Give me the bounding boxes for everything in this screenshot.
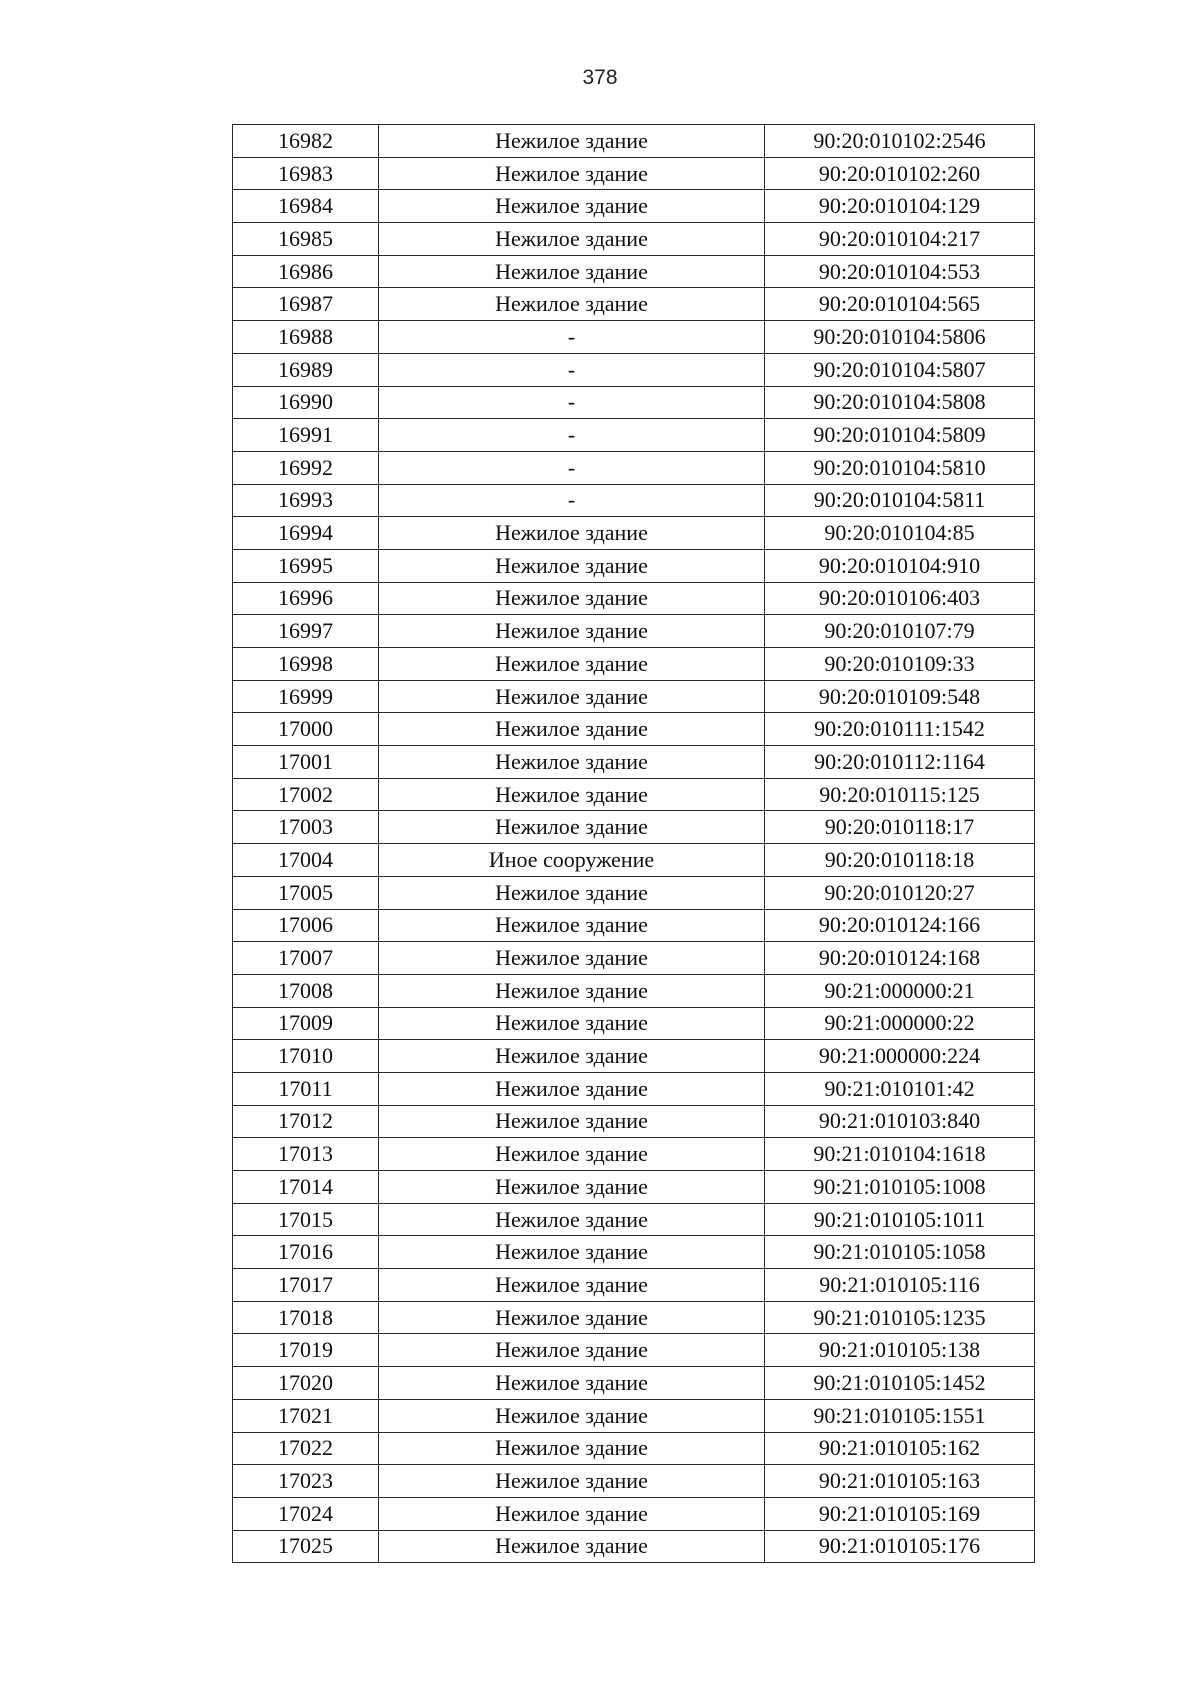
table-row (233, 321, 1035, 354)
object-name-cell: Нежилое здание (379, 1497, 765, 1530)
table-row (233, 1105, 1035, 1138)
row-number-cell: 17005 (233, 876, 379, 909)
cadastral-number-cell: 90:20:010118:17 (765, 811, 1035, 844)
object-name-cell: Нежилое здание (379, 909, 765, 942)
row-number-cell: 17020 (233, 1367, 379, 1400)
table-row (233, 419, 1035, 452)
object-name-cell: - (379, 353, 765, 386)
cadastral-number-cell: 90:20:010104:910 (765, 549, 1035, 582)
object-name-cell: - (379, 321, 765, 354)
object-name-cell: - (379, 451, 765, 484)
cadastral-number-cell: 90:20:010104:85 (765, 517, 1035, 550)
object-name-cell: Нежилое здание (379, 1072, 765, 1105)
cadastral-number-cell: 90:21:010105:1551 (765, 1399, 1035, 1432)
object-name-cell: - (379, 386, 765, 419)
table-row (233, 778, 1035, 811)
object-name-cell: Нежилое здание (379, 190, 765, 223)
row-number-cell: 16999 (233, 680, 379, 713)
cadastral-number-cell: 90:20:010104:5807 (765, 353, 1035, 386)
cadastral-number-cell: 90:20:010104:5806 (765, 321, 1035, 354)
row-number-cell: 17001 (233, 746, 379, 779)
object-name-cell: Нежилое здание (379, 1399, 765, 1432)
row-number-cell: 17011 (233, 1072, 379, 1105)
cadastral-number-cell: 90:21:010101:42 (765, 1072, 1035, 1105)
object-name-cell: Нежилое здание (379, 288, 765, 321)
table-row (233, 942, 1035, 975)
object-name-cell: Нежилое здание (379, 648, 765, 681)
object-name-cell: - (379, 484, 765, 517)
object-name-cell: Нежилое здание (379, 778, 765, 811)
table-row (233, 876, 1035, 909)
row-number-cell: 17018 (233, 1301, 379, 1334)
row-number-cell: 16995 (233, 549, 379, 582)
registry-table-body (233, 125, 1035, 1563)
row-number-cell: 16990 (233, 386, 379, 419)
row-number-cell: 17017 (233, 1269, 379, 1302)
table-row (233, 974, 1035, 1007)
table-row (233, 582, 1035, 615)
row-number-cell: 16987 (233, 288, 379, 321)
cadastral-number-cell: 90:21:010104:1618 (765, 1138, 1035, 1171)
table-row (233, 1465, 1035, 1498)
row-number-cell: 17013 (233, 1138, 379, 1171)
cadastral-number-cell: 90:21:010105:1452 (765, 1367, 1035, 1400)
table-row (233, 288, 1035, 321)
object-name-cell: Нежилое здание (379, 255, 765, 288)
row-number-cell: 16994 (233, 517, 379, 550)
cadastral-number-cell: 90:20:010109:548 (765, 680, 1035, 713)
object-name-cell: Нежилое здание (379, 1530, 765, 1563)
object-name-cell: - (379, 419, 765, 452)
cadastral-number-cell: 90:20:010112:1164 (765, 746, 1035, 779)
row-number-cell: 17006 (233, 909, 379, 942)
row-number-cell: 17023 (233, 1465, 379, 1498)
row-number-cell: 16992 (233, 451, 379, 484)
object-name-cell: Нежилое здание (379, 223, 765, 256)
object-name-cell: Нежилое здание (379, 615, 765, 648)
table-row (233, 484, 1035, 517)
object-name-cell: Нежилое здание (379, 125, 765, 158)
row-number-cell: 16996 (233, 582, 379, 615)
table-row (233, 615, 1035, 648)
cadastral-number-cell: 90:21:010105:169 (765, 1497, 1035, 1530)
object-name-cell: Нежилое здание (379, 1432, 765, 1465)
cadastral-number-cell: 90:21:010105:138 (765, 1334, 1035, 1367)
row-number-cell: 16989 (233, 353, 379, 386)
table-row (233, 386, 1035, 419)
cadastral-number-cell: 90:20:010111:1542 (765, 713, 1035, 746)
table-row (233, 223, 1035, 256)
table-row (233, 517, 1035, 550)
object-name-cell: Нежилое здание (379, 582, 765, 615)
cadastral-number-cell: 90:20:010104:565 (765, 288, 1035, 321)
table-row (233, 909, 1035, 942)
table-row (233, 1301, 1035, 1334)
row-number-cell: 17021 (233, 1399, 379, 1432)
cadastral-number-cell: 90:20:010124:166 (765, 909, 1035, 942)
object-name-cell: Нежилое здание (379, 811, 765, 844)
table-row (233, 190, 1035, 223)
table-row (233, 353, 1035, 386)
cadastral-number-cell: 90:20:010124:168 (765, 942, 1035, 975)
row-number-cell: 17002 (233, 778, 379, 811)
cadastral-number-cell: 90:20:010102:260 (765, 157, 1035, 190)
row-number-cell: 17015 (233, 1203, 379, 1236)
object-name-cell: Иное сооружение (379, 844, 765, 877)
cadastral-number-cell: 90:20:010115:125 (765, 778, 1035, 811)
object-name-cell: Нежилое здание (379, 1367, 765, 1400)
cadastral-number-cell: 90:21:010103:840 (765, 1105, 1035, 1138)
row-number-cell: 16986 (233, 255, 379, 288)
row-number-cell: 17004 (233, 844, 379, 877)
row-number-cell: 17000 (233, 713, 379, 746)
object-name-cell: Нежилое здание (379, 876, 765, 909)
object-name-cell: Нежилое здание (379, 549, 765, 582)
cadastral-number-cell: 90:20:010104:553 (765, 255, 1035, 288)
object-name-cell: Нежилое здание (379, 1465, 765, 1498)
cadastral-number-cell: 90:20:010104:5808 (765, 386, 1035, 419)
cadastral-number-cell: 90:21:010105:176 (765, 1530, 1035, 1563)
table-row (233, 1432, 1035, 1465)
row-number-cell: 16998 (233, 648, 379, 681)
object-name-cell: Нежилое здание (379, 1203, 765, 1236)
table-row (233, 255, 1035, 288)
cadastral-number-cell: 90:21:010105:1011 (765, 1203, 1035, 1236)
page-number: 378 (582, 66, 618, 89)
row-number-cell: 17019 (233, 1334, 379, 1367)
row-number-cell: 17003 (233, 811, 379, 844)
cadastral-number-cell: 90:21:010105:163 (765, 1465, 1035, 1498)
table-row (233, 811, 1035, 844)
table-row (233, 680, 1035, 713)
cadastral-number-cell: 90:21:000000:22 (765, 1007, 1035, 1040)
row-number-cell: 17012 (233, 1105, 379, 1138)
table-row (233, 1138, 1035, 1171)
object-name-cell: Нежилое здание (379, 1171, 765, 1204)
cadastral-number-cell: 90:21:010105:162 (765, 1432, 1035, 1465)
object-name-cell: Нежилое здание (379, 746, 765, 779)
row-number-cell: 17025 (233, 1530, 379, 1563)
cadastral-number-cell: 90:21:010105:1235 (765, 1301, 1035, 1334)
object-name-cell: Нежилое здание (379, 517, 765, 550)
cadastral-number-cell: 90:21:010105:1058 (765, 1236, 1035, 1269)
table-row (233, 746, 1035, 779)
row-number-cell: 17008 (233, 974, 379, 1007)
table-row (233, 1269, 1035, 1302)
table-row (233, 157, 1035, 190)
row-number-cell: 17007 (233, 942, 379, 975)
table-row (233, 1399, 1035, 1432)
cadastral-number-cell: 90:20:010106:403 (765, 582, 1035, 615)
cadastral-number-cell: 90:20:010104:5809 (765, 419, 1035, 452)
row-number-cell: 16982 (233, 125, 379, 158)
table-row (233, 1334, 1035, 1367)
row-number-cell: 16988 (233, 321, 379, 354)
cadastral-number-cell: 90:20:010104:217 (765, 223, 1035, 256)
table-row (233, 1007, 1035, 1040)
object-name-cell: Нежилое здание (379, 157, 765, 190)
table-row (233, 1236, 1035, 1269)
cadastral-number-cell: 90:20:010120:27 (765, 876, 1035, 909)
table-row (233, 125, 1035, 158)
object-name-cell: Нежилое здание (379, 1105, 765, 1138)
object-name-cell: Нежилое здание (379, 942, 765, 975)
row-number-cell: 16985 (233, 223, 379, 256)
table-row (233, 1040, 1035, 1073)
object-name-cell: Нежилое здание (379, 1334, 765, 1367)
registry-table (232, 124, 1035, 1563)
table-row (233, 1530, 1035, 1563)
table-row (233, 713, 1035, 746)
row-number-cell: 16983 (233, 157, 379, 190)
row-number-cell: 17022 (233, 1432, 379, 1465)
object-name-cell: Нежилое здание (379, 1269, 765, 1302)
table-row (233, 1497, 1035, 1530)
table-row (233, 648, 1035, 681)
object-name-cell: Нежилое здание (379, 974, 765, 1007)
row-number-cell: 16991 (233, 419, 379, 452)
cadastral-number-cell: 90:21:000000:224 (765, 1040, 1035, 1073)
cadastral-number-cell: 90:20:010118:18 (765, 844, 1035, 877)
row-number-cell: 17014 (233, 1171, 379, 1204)
object-name-cell: Нежилое здание (379, 1236, 765, 1269)
row-number-cell: 17024 (233, 1497, 379, 1530)
cadastral-number-cell: 90:20:010104:5811 (765, 484, 1035, 517)
cadastral-number-cell: 90:20:010107:79 (765, 615, 1035, 648)
table-row (233, 1367, 1035, 1400)
object-name-cell: Нежилое здание (379, 1138, 765, 1171)
row-number-cell: 16984 (233, 190, 379, 223)
row-number-cell: 17009 (233, 1007, 379, 1040)
cadastral-number-cell: 90:20:010104:5810 (765, 451, 1035, 484)
row-number-cell: 16993 (233, 484, 379, 517)
row-number-cell: 17016 (233, 1236, 379, 1269)
cadastral-number-cell: 90:21:010105:1008 (765, 1171, 1035, 1204)
row-number-cell: 17010 (233, 1040, 379, 1073)
table-row (233, 1072, 1035, 1105)
object-name-cell: Нежилое здание (379, 1007, 765, 1040)
table-row (233, 549, 1035, 582)
table-row (233, 1171, 1035, 1204)
object-name-cell: Нежилое здание (379, 1040, 765, 1073)
object-name-cell: Нежилое здание (379, 1301, 765, 1334)
cadastral-number-cell: 90:20:010109:33 (765, 648, 1035, 681)
cadastral-number-cell: 90:20:010102:2546 (765, 125, 1035, 158)
table-row (233, 451, 1035, 484)
row-number-cell: 16997 (233, 615, 379, 648)
table-row (233, 844, 1035, 877)
object-name-cell: Нежилое здание (379, 713, 765, 746)
cadastral-number-cell: 90:21:010105:116 (765, 1269, 1035, 1302)
cadastral-number-cell: 90:21:000000:21 (765, 974, 1035, 1007)
table-row (233, 1203, 1035, 1236)
cadastral-number-cell: 90:20:010104:129 (765, 190, 1035, 223)
object-name-cell: Нежилое здание (379, 680, 765, 713)
